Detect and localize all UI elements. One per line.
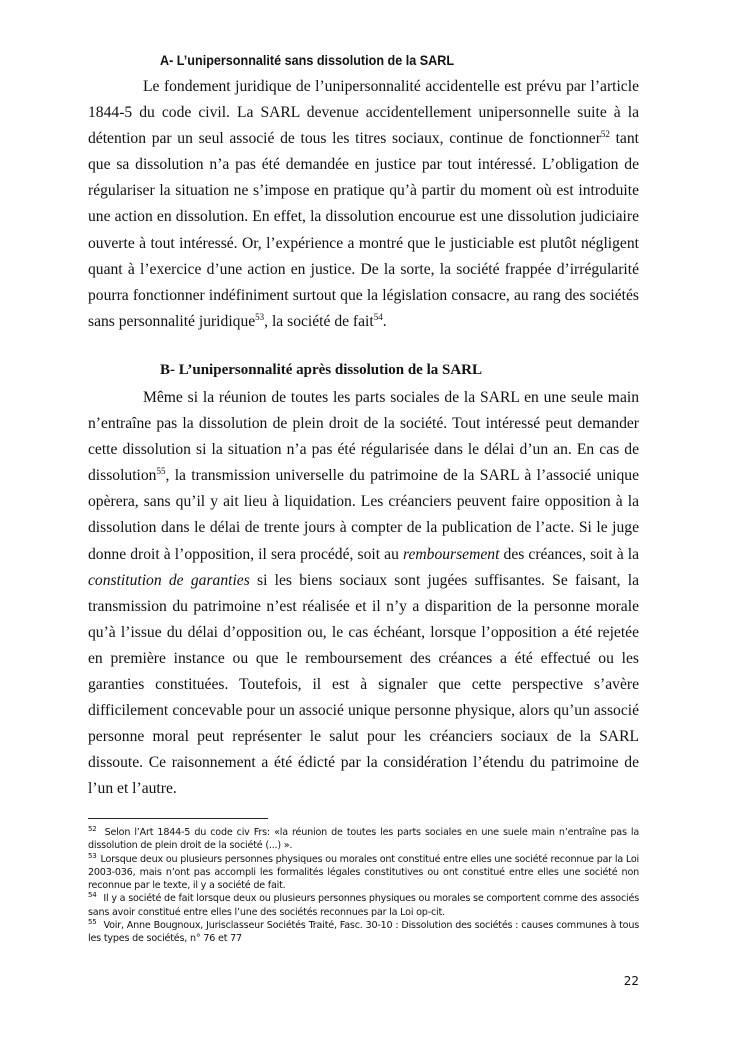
section-b-heading: B- L’unipersonnalité après dissolution de la SARL bbox=[160, 362, 483, 378]
footnote-ref-54[interactable]: 54 bbox=[373, 311, 383, 322]
footnote-ref-55[interactable]: 55 bbox=[156, 466, 166, 477]
footnote-ref-52[interactable]: 52 bbox=[600, 129, 610, 140]
text-segment: Le fondement juridique de l’unipersonnalité accidentelle est prévu par l’article 1844-5 du code civil. La SARL devenue accidentellement unipersonnelle suite à la détention par un seul associé de tous les titres sociaux, continue de fonctionner bbox=[88, 78, 639, 148]
footnote-number: 54 bbox=[88, 891, 97, 900]
footnote-ref-53[interactable]: 53 bbox=[255, 311, 265, 322]
section-a-heading: A- L’unipersonnalité sans dissolution de la SARL bbox=[160, 52, 455, 68]
page-number: 22 bbox=[623, 974, 639, 988]
text-segment: , la société de fait bbox=[264, 312, 374, 330]
text-segment: Même si la réunion de toutes les parts sociales de la SARL en une seule main n’entraîne pas la dissolution de plein droit de la société. Tout intéressé peut demander cette dissolution si la situation n’a pas été régularisée dans le délai d’un an. En cas de dissolution bbox=[88, 389, 639, 485]
text-segment: . bbox=[382, 312, 387, 330]
footnote-number: 53 bbox=[88, 851, 97, 860]
emphasis-text: constitution de garanties bbox=[88, 571, 250, 589]
section-b-paragraph bbox=[88, 385, 639, 803]
footnote-text: Lorsque deux ou plusieurs personnes physiques ou morales ont constitué entre elles une société reconnue par la Loi 2003-036, mais n’ont pas accompli les formalités légales constitutives ou ont constitué entre elles une société non reconnue par le texte, il y a société de fait. bbox=[88, 853, 639, 892]
footnotes bbox=[88, 826, 639, 946]
footnote-separator bbox=[88, 818, 268, 819]
text-segment: tant que sa dissolution n’a pas été demandée en justice par tout intéressé. L’obligation de régulariser la situation ne s’impose en pratique qu’à partir du moment où est introduite une action en dissolution. En effet, la dissolution encourue est une dissolution judiciaire ouverte à tout intéressé. Or, l’expérience a montré que le justiciable est plutôt négligent quant à l’exercice d’une action en justice. De la sorte, la société frappée d’irrégularité pourra fonctionner indéfiniment surtout que la législation consacre, au rang des sociétés sans personnalité juridique bbox=[88, 130, 639, 330]
footnote-text: Selon l’Art 1844-5 du code civ Frs: «la réunion de toutes les parts sociales en une suele main n’entraîne pas la dissolution de plein droit de la société (...) ». bbox=[88, 827, 639, 852]
footnote-54 bbox=[88, 892, 639, 919]
footnote-52 bbox=[88, 826, 639, 853]
footnote-number: 52 bbox=[88, 825, 97, 833]
footnote-55 bbox=[88, 919, 639, 946]
section-a-paragraph bbox=[88, 74, 639, 335]
footnote-53 bbox=[88, 853, 639, 893]
text-segment: , la transmission universelle du patrimoine de la SARL à l’associé unique opèrera, sans qu’il y ait lieu à liquidation. Les créanciers peuvent faire opposition à la dissolution dans le délai de trente jours à compter de la publication de l’acte. Si le juge donne droit à l’opposition, il sera procédé, soit au bbox=[88, 467, 639, 563]
text-segment: des créances, soit à la bbox=[499, 545, 640, 563]
footnote-text: Il y a société de fait lorsque deux ou plusieurs personnes physiques ou morales se comportent comme des associés sans avoir constitué entre elles l’une des sociétés reconnues par la Loi op-cit. bbox=[88, 893, 639, 918]
emphasis-text: remboursement bbox=[402, 545, 500, 563]
text-segment: si les biens sociaux sont jugées suffisantes. Se faisant, la transmission du patrimoine n’est réalisée et il n’y a disparition de la personne morale qu’à l’issue du délai d’opposition ou, le cas échéant, lorsque l’opposition a été rejetée en première instance ou que le remboursement des créances a été effectué ou les garanties constituées. Toutefois, il est à signaler que cette perspective s’avère difficilement concevable pour un associé unique personne physique, alors qu’un associé personne moral peut représenter le salut pour les créanciers sociaux de la SARL dissoute. Ce raisonnement a été édicté par la considération l’étendu du patrimoine de l’un et l’autre. bbox=[88, 571, 639, 798]
footnote-number: 55 bbox=[88, 918, 97, 927]
footnote-text: Voir, Anne Bougnoux, Jurisclasseur Sociétés Traité, Fasc. 30-10 : Dissolution des sociétés : causes communes à tous les types de sociétés, n° 76 et 77 bbox=[88, 920, 639, 945]
